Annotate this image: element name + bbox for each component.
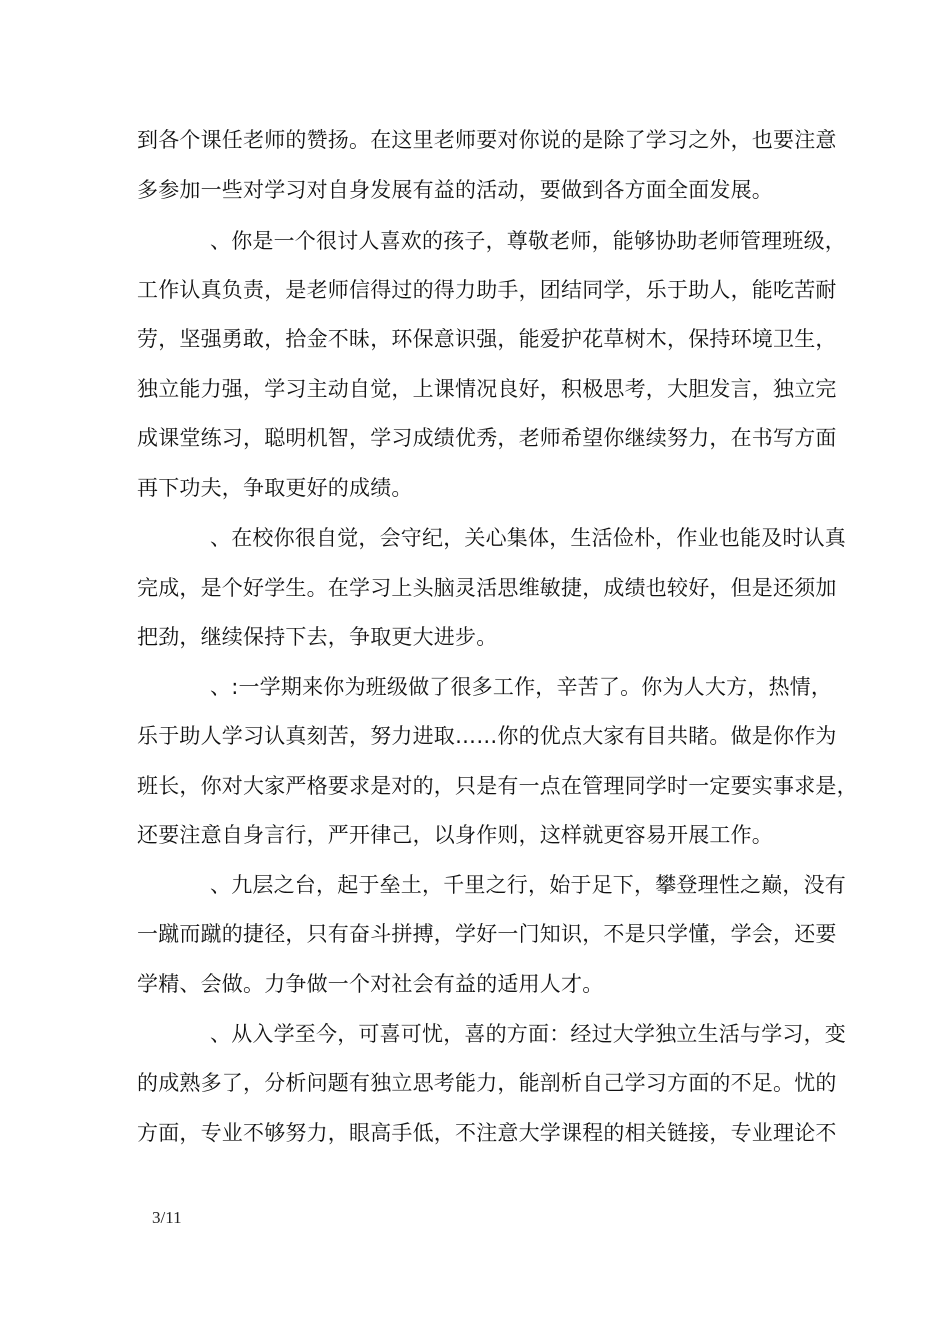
- paragraph-line: 还要注意自身言行，严开律己，以身作则，这样就更容易开展工作。: [137, 823, 773, 847]
- paragraph-line: 劳，坚强勇敢，拾金不昧，环保意识强，能爱护花草树木，保持环境卫生，: [137, 327, 837, 351]
- paragraph-line: 到各个课任老师的赞扬。在这里老师要对你说的是除了学习之外，也要注意: [137, 128, 837, 152]
- paragraph-line: 多参加一些对学习对自身发展有益的活动，要做到各方面全面发展。: [137, 178, 773, 202]
- paragraph-line: 的成熟多了，分析问题有独立思考能力，能剖析自己学习方面的不足。忧的: [137, 1071, 837, 1095]
- paragraph-line: 完成，是个好学生。在学习上头脑灵活思维敏捷，成绩也较好，但是还须加: [137, 576, 837, 600]
- paragraph-line: 学精、会做。力争做一个对社会有益的适用人才。: [137, 972, 604, 996]
- paragraph-line: 独立能力强，学习主动自觉，上课情况良好，积极思考，大胆发言，独立完: [137, 377, 837, 401]
- paragraph-line: 班长，你对大家严格要求是对的，只是有一点在管理同学时一定要实事求是，: [137, 774, 858, 798]
- paragraph-line: 、九层之台，起于垒土，千里之行，始于足下，攀登理性之巅，没有: [210, 873, 846, 897]
- paragraph-line: 、:一学期来你为班级做了很多工作，辛苦了。你为人大方，热情，: [210, 675, 833, 699]
- paragraph-line: 一蹴而蹴的捷径，只有奋斗拼搏，学好一门知识，不是只学懂，学会，还要: [137, 922, 837, 946]
- paragraph-line: 、在校你很自觉，会守纪，关心集体，生活俭朴，作业也能及时认真: [210, 526, 846, 550]
- paragraph-line: 再下功夫，争取更好的成绩。: [137, 476, 413, 500]
- paragraph-line: 工作认真负责，是老师信得过的得力助手，团结同学，乐于助人，能吃苦耐: [137, 278, 837, 302]
- paragraph-line: 成课堂练习，聪明机智，学习成绩优秀，老师希望你继续努力，在书写方面: [137, 426, 837, 450]
- paragraph-line: 方面，专业不够努力，眼高手低，不注意大学课程的相关链接，专业理论不: [137, 1121, 837, 1145]
- page-number: 3/11: [152, 1208, 182, 1227]
- paragraph-line: 、你是一个很讨人喜欢的孩子，尊敬老师，能够协助老师管理班级，: [210, 229, 846, 253]
- paragraph-line: 把劲，继续保持下去，争取更大进步。: [137, 625, 498, 649]
- paragraph-line: 乐于助人学习认真刻苦，努力进取……你的优点大家有目共睹。做是你作为: [137, 724, 837, 748]
- paragraph-line: 、从入学至今，可喜可忧，喜的方面：经过大学独立生活与学习，变: [210, 1022, 846, 1046]
